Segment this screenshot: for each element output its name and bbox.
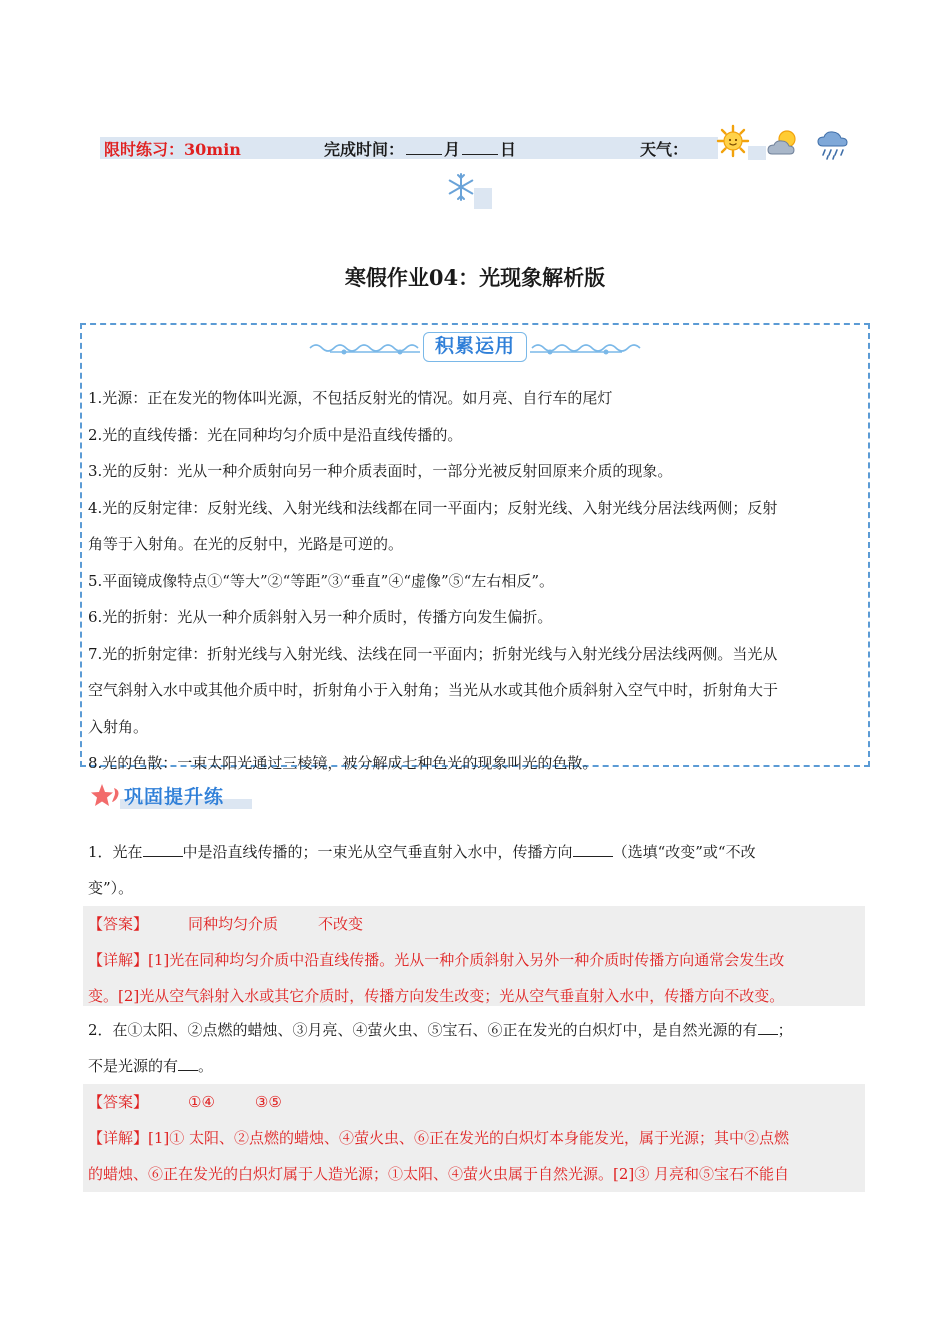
knowledge-line: 5.平面镜成像特点①“等大”②“等距”③“垂直”④“虚像”⑤“左右相反”。 xyxy=(88,571,554,590)
knowledge-line: 7.光的折射定律：折射光线与入射光线、法线在同一平面内；折射光线与入射光线分居法线两侧。当光从 xyxy=(88,644,778,663)
answer-blank xyxy=(143,840,183,857)
question-1 xyxy=(88,834,866,906)
day-blank xyxy=(462,140,498,155)
knowledge-line: 3.光的反射：光从一种介质射向另一种介质表面时，一部分光被反射回原来介质的现象。 xyxy=(88,462,673,480)
detail-text: 的蜡烛、⑥正在发光的白炽灯属于人造光源；①太阳、④萤火虫属于自然光源。[2]③ 月亮和⑤宝石不能自 xyxy=(88,1165,790,1183)
month-blank xyxy=(406,140,442,155)
star-icon xyxy=(90,782,124,810)
question-text: 变”）。 xyxy=(88,879,134,897)
knowledge-label: 积累运用 xyxy=(423,332,527,362)
completion-time-label: 完成时间： xyxy=(324,140,405,159)
snowflake-icon xyxy=(446,172,476,202)
answer-blank xyxy=(178,1054,198,1071)
answer-block-1 xyxy=(83,906,865,1006)
question-text: 2．在①太阳、②点燃的蜡烛、③月亮、④萤火虫、⑤宝石、⑥正在发光的白炽灯中，是自然光源的有 xyxy=(88,1021,758,1039)
answer-value: 不改变 xyxy=(318,915,364,933)
question-text: ； xyxy=(777,1021,793,1039)
knowledge-line: 入射角。 xyxy=(88,717,149,736)
sun-icon xyxy=(716,124,750,158)
answer-value: ①④ xyxy=(188,1093,215,1111)
knowledge-line: 角等于入射角。在光的反射中，光路是可逆的。 xyxy=(88,535,404,553)
knowledge-line: 8.光的色散：一束太阳光通过三棱镜，被分解成七种色光的现象叫光的色散。 xyxy=(88,754,598,772)
answer-value: ③⑤ xyxy=(254,1093,282,1111)
weather-tile xyxy=(748,146,766,160)
knowledge-line: 4.光的反射定律：反射光线、入射光线和法线都在同一平面内；反射光线、入射光线分居法线两侧；反射 xyxy=(88,498,778,517)
question-2 xyxy=(88,1012,866,1084)
answer-blank xyxy=(758,1018,778,1035)
question-text: 中是沿直线传播的；一束光从空气垂直射入水中，传播方向 xyxy=(182,843,573,861)
detail-text: 变。[2]光从空气斜射入水或其它介质时，传播方向发生改变；光从空气垂直射入水中，传播方向不改变。 xyxy=(88,987,785,1005)
knowledge-line: 1.光源：正在发光的物体叫光源，不包括反射光的情况。如月亮、自行车的尾灯 xyxy=(88,389,613,407)
question-text: （选填“改变”或“不改 xyxy=(612,843,756,861)
question-text: 。 xyxy=(198,1057,214,1075)
knowledge-line: 6.光的折射：光从一种介质斜射入另一种介质时，传播方向发生偏折。 xyxy=(88,608,553,626)
completion-time xyxy=(324,139,516,161)
knowledge-line: 2.光的直线传播：光在同种均匀介质中是沿直线传播的。 xyxy=(88,425,463,444)
question-text: 不是光源的有 xyxy=(88,1057,179,1075)
answer-tag: 【答案】 xyxy=(88,1093,149,1111)
rain-icon xyxy=(816,128,850,162)
knowledge-line: 空气斜射入水中或其他介质中时，折射角小于入射角；当光从水或其他介质斜射入空气中时，折射角大于 xyxy=(88,681,779,699)
knowledge-content xyxy=(88,380,866,782)
answer-value: 同种均匀介质 xyxy=(188,915,279,933)
partly-cloudy-icon xyxy=(766,128,802,160)
weather-label: 天气： xyxy=(640,140,689,159)
detail-text: 【详解】[1]① 太阳、②点燃的蜡烛、④萤火虫、⑥正在发光的白炽灯本身能发光，属于光源；其中②点燃 xyxy=(88,1129,790,1147)
answer-tag: 【答案】 xyxy=(88,915,149,933)
page-title: 寒假作业04：光现象解析版 xyxy=(344,265,606,290)
detail-text: 【详解】[1]光在同种均匀介质中沿直线传播。光从一种介质斜射入另外一种介质时传播方向通常会发生改 xyxy=(88,951,785,969)
section-title: 巩固提升练 xyxy=(124,786,225,808)
weather-tile xyxy=(474,188,492,209)
question-text: 1．光在 xyxy=(88,843,143,861)
month-label: 月 xyxy=(444,140,461,159)
answer-blank xyxy=(573,840,613,857)
answer-block-2 xyxy=(83,1084,865,1192)
time-limit: 限时练习：30min xyxy=(104,140,241,159)
day-label: 日 xyxy=(500,140,517,159)
